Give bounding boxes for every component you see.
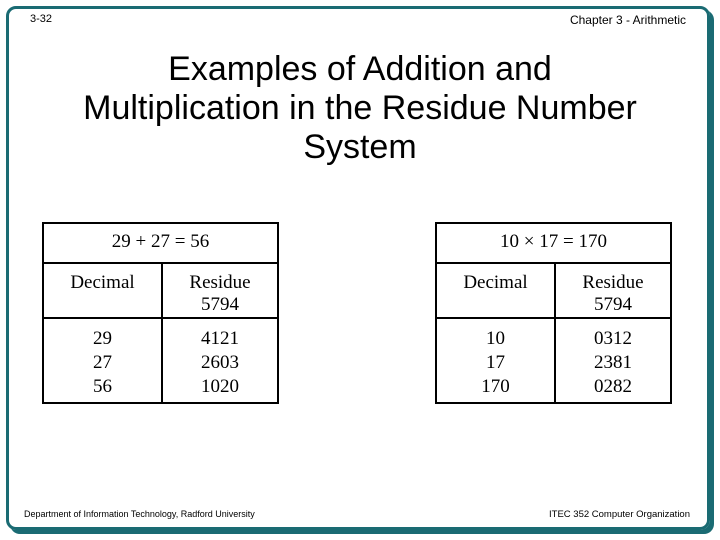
decimal-cell: 27	[93, 352, 112, 373]
chapter-label: Chapter 3 - Arithmetic	[569, 13, 686, 27]
title-line-2: Multiplication in the Residue Number	[83, 89, 637, 127]
residue-header-label: Residue	[189, 272, 251, 293]
decimal-cell: 29	[93, 328, 112, 349]
residue-column	[163, 327, 277, 399]
decimal-header: Decimal	[463, 272, 528, 293]
residue-cell: 0312	[594, 328, 632, 349]
table-expression: 10 × 17 = 170	[437, 224, 670, 264]
residue-header-label: Residue	[582, 272, 644, 293]
multiplication-table	[435, 222, 672, 404]
decimal-cell: 56	[93, 376, 112, 397]
footer-department: Department of Information Technology, Radford University	[24, 509, 255, 519]
slide-number: 3-32	[30, 13, 53, 25]
residue-header	[163, 272, 277, 316]
residue-cell: 2381	[594, 352, 632, 373]
decimal-column	[44, 327, 161, 399]
title-line-3: System	[303, 128, 417, 166]
residue-header-moduli: 5794	[201, 294, 239, 315]
residue-cell: 1020	[201, 376, 239, 397]
residue-cell: 0282	[594, 376, 632, 397]
residue-cell: 4121	[201, 328, 239, 349]
decimal-column	[437, 327, 554, 399]
residue-header	[556, 272, 670, 316]
residue-cell: 2603	[201, 352, 239, 373]
table-expression: 29 + 27 = 56	[44, 224, 277, 264]
decimal-cell: 10	[486, 328, 505, 349]
residue-column	[556, 327, 670, 399]
footer-course: ITEC 352 Computer Organization	[549, 509, 690, 520]
slide-title	[20, 50, 700, 167]
addition-table	[42, 222, 279, 404]
residue-header-moduli: 5794	[594, 294, 632, 315]
decimal-cell: 170	[481, 376, 510, 397]
title-line-1: Examples of Addition and	[168, 50, 552, 88]
decimal-header: Decimal	[70, 272, 135, 293]
decimal-cell: 17	[486, 352, 505, 373]
